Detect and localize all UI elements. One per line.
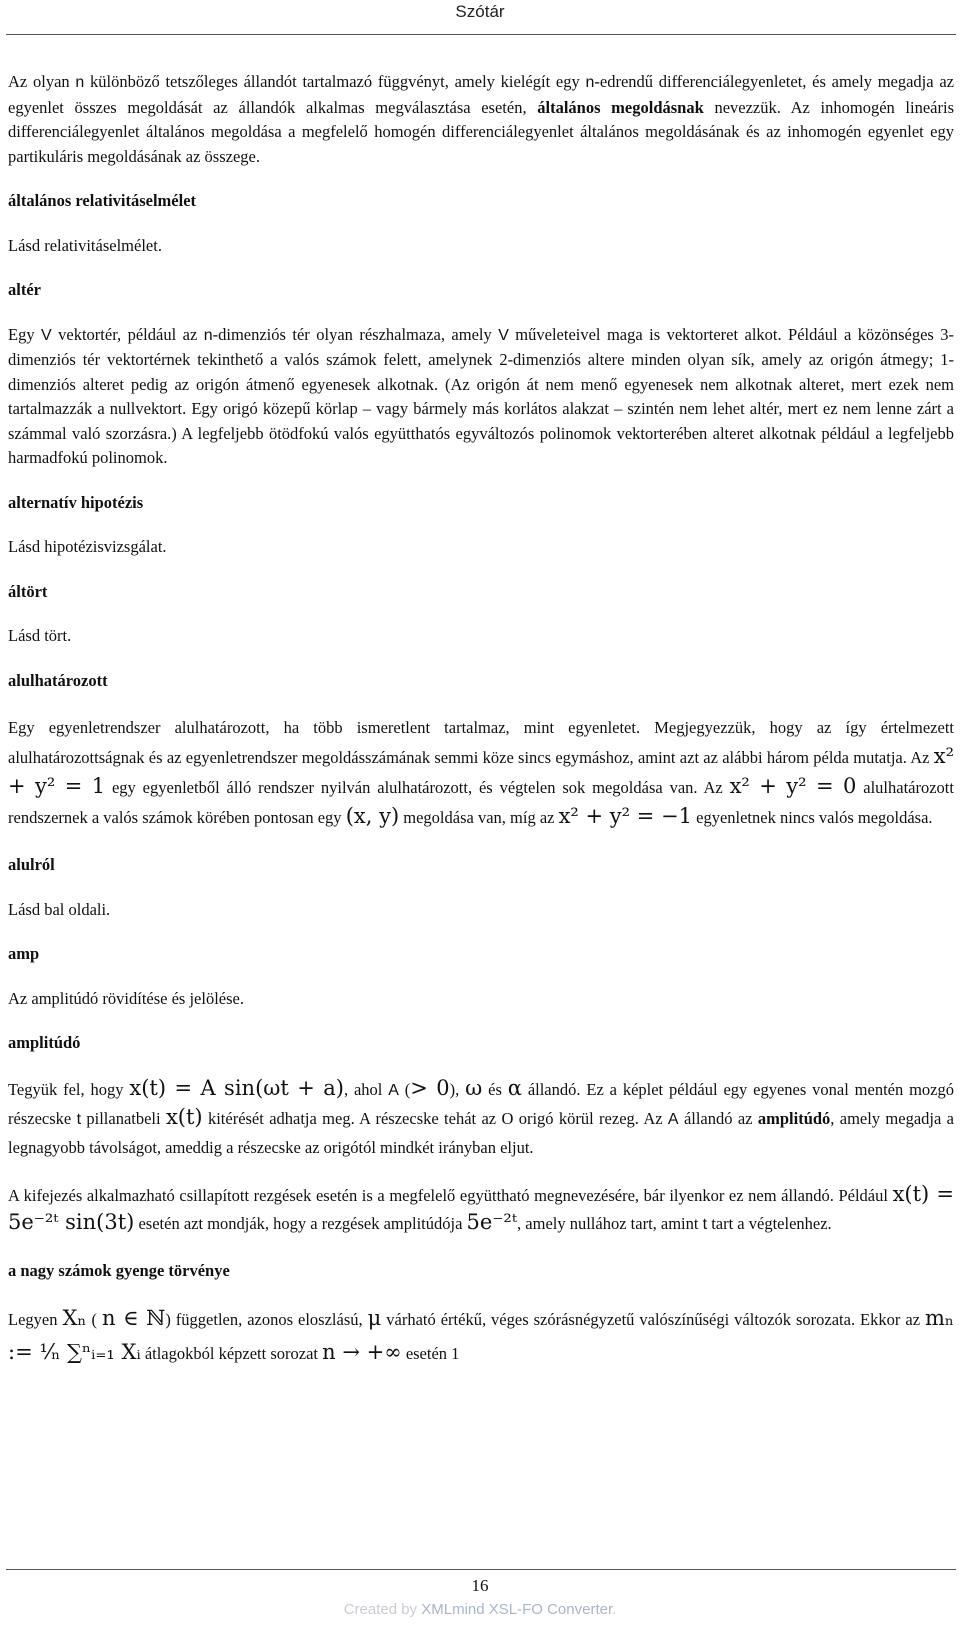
entry-body: A kifejezés alkalmazható csillapított rezgések esetén is a megfelelő együttható megnevezésére, bár ilyenkor ez nem állandó. Például x(t) = 5e⁻²ᵗ sin(3t) esetén azt mondják, hogy a rezgések amplitúdója 5e⁻²ᵗ, amely nullához tart, amint t tart a végtelenhez. [8,1181,954,1234]
formula: 5e⁻²ᵗ [466,1209,518,1234]
footer-divider [6,1569,956,1570]
formula: Xₙ [62,1306,87,1330]
formula: x² + y² = 0 [729,774,857,798]
converter-link[interactable]: XMLmind XSL-FO Converter [421,1601,613,1618]
entry-term: alulhatározott [8,670,108,690]
formula: x(t) [165,1104,203,1129]
formula: n ∈ ℕ [101,1306,166,1330]
entry-body: Az amplitúdó rövidítése és jelölése. [8,988,244,1008]
formula: α [507,1075,522,1100]
formula: x(t) = A sin(ωt + a) [129,1075,344,1100]
entry-term: alternatív hipotézis [8,492,144,512]
entry-body: Tegyük fel, hogy x(t) = A sin(ωt + a), ahol A (> 0), ω és α állandó. Ez a képlet például egy egyenes vonal mentén mozgó részecske t pillanatbeli x(t) kitérését adhatja meg. A részecske tehát az O origó körül rezeg. Az A állandó az amplitúdó, amely megadja a legnagyobb távolságot, ameddig a részecske az origótól mindkét irányban eljut. [8,1075,954,1157]
formula: x² + y² = −1 [558,804,692,828]
formula: ω [465,1075,483,1100]
entry-term: amp [8,944,40,963]
header-divider [6,34,956,35]
entry-term: áltört [8,581,48,601]
entry-body: Egy V vektortér, például az n-dimenziós tér olyan részhalmaza, amely V műveleteivel maga is vektorteret alkot. Például a közönséges 3-dimenziós tér vektortérnek tekinthető a valós számok felett, amelynek 2-dimenziós altere minden olyan sík, amely az origón átmegy; 1-dimenziós alteret pedig az origón átmenő egyenesek alkotnak. (Az origón át nem menő egyenesek nem alkotnak alteret, mert ezek nem tartalmazzák a nullvektort. Egy origó közepű körlap – vagy bármely más korlátos alakzat – szintén nem lehet altér, mert ez nem lenne zárt a számmal való szorzásra.) A legfeljebb ötödfokú valós együtthatós egyváltozós polinomok vektorterében alteret alkotnak például a legfeljebb harmadfokú polinomok. [8,324,955,467]
page-number: 16 [471,1576,489,1595]
formula: (x, y) [345,804,400,828]
formula: μ [367,1306,382,1330]
entry-body: Egy egyenletrendszer alulhatározott, ha több ismeretlent tartalmaz, mint egyenletet. Megjegyezzük, hogy az így értelmezett alulhatározottságnak és az egyenletrendszer megoldásszámának semmi köze sincs egymáshoz, amint azt az alábbi három példa mutatja. Az x² + y² = 1 egy egyenletből álló rendszer nyilván alulhatározott, és végtelen sok megoldása van. Az x² + y² = 0 alulhatározott rendszernek a valós számok körében pontosan egy (x, y) megoldása van, míg az x² + y² = −1 egyenletnek nincs valós megoldása. [8,718,954,828]
formula: n → +∞ [322,1340,402,1364]
formula: mₙ := ¹⁄ₙ ∑ⁿᵢ₌₁ Xᵢ [8,1306,954,1364]
creator-credit: Created by XMLmind XSL-FO Converter. [343,1601,617,1618]
dictionary-content [8,70,954,1391]
entry-term: a nagy számok gyenge törvénye [8,1260,230,1280]
page-header-title: Szótár [455,2,505,21]
entry-body: Legyen Xₙ ( n ∈ ℕ) független, azonos eloszlású, μ várható értékű, véges szórásnégyzetű valószínűségi változók sorozata. Ekkor az mₙ := ¹⁄ₙ ∑ⁿᵢ₌₁ Xᵢ átlagokból képzett sorozat n → +∞ esetén 1 [8,1306,954,1364]
entry-term: altér [8,280,41,299]
formula: > 0 [410,1075,450,1100]
entry-term: amplitúdó [8,1033,81,1052]
intro-paragraph: Az olyan n különböző tetszőleges állandót tartalmazó függvényt, amely kielégít egy n-edrendű differenciálegyenletet, és amely megadja az egyenlet összes megoldását az állandók alkalmas megválasztása esetén, általános megoldásnak nevezzük. Az inhomogén lineáris differenciálegyenlet általános megoldása a megfelelő homogén differenciálegyenlet általános megoldásának és az inhomogén egyenlet egy partikuláris megoldásának az összege. [8,72,954,166]
entry-term: általános relativitáselmélet [8,191,197,210]
entry-body: Lásd hipotézisvizsgálat. [8,537,167,556]
formula: x(t) = 5e⁻²ᵗ sin(3t) [8,1181,954,1234]
formula: x² + y² = 1 [8,744,954,798]
entry-body: Lásd tört. [8,626,72,645]
general-solution-term: általános megoldásnak [537,97,704,117]
amplitude-term: amplitúdó [757,1108,831,1128]
entry-body: Lásd bal oldali. [8,899,111,919]
entry-term: alulról [8,855,55,874]
entry-body: Lásd relativitáselmélet. [8,235,162,255]
